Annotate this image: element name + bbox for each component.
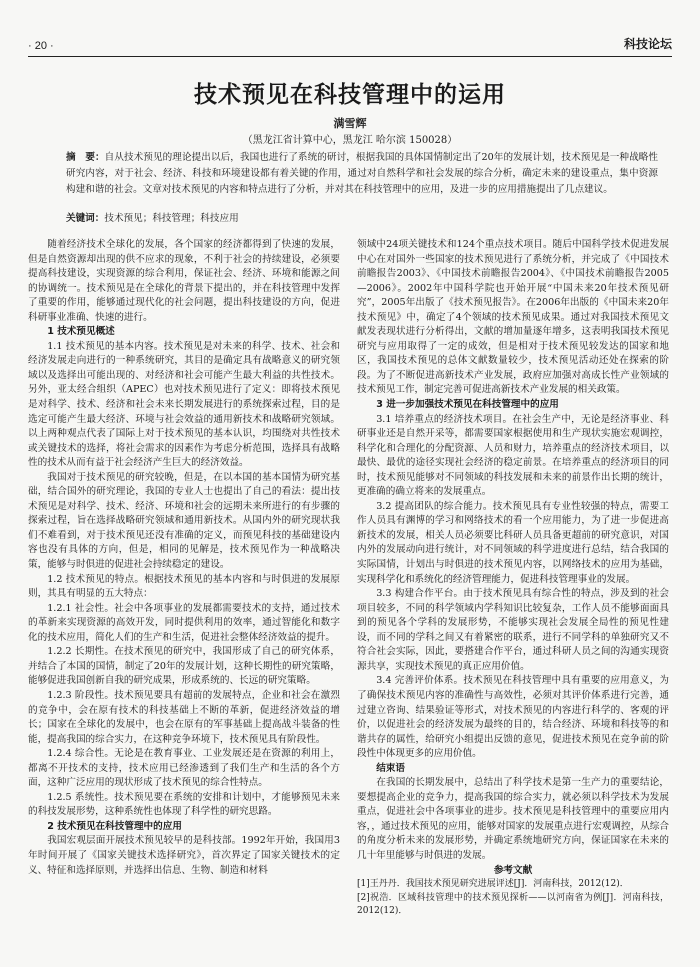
body-paragraph: 我国对于技术预见的研究较晚，但是，在以本国的基本国情为研究基础，结合国外的研究理论，我国的专业人士也提出了自己的看法：提出技术预见是对科学、技术、经济、环境和社会的远期未来所进行的有步骤的探索过程，旨在选择战略研究领域和通用新技术。从国内外的研究现状我们不难看到，对于技术预见还没有准确的定义，而预见科技的基础建设内容也没有具体的方向，但是，相同的见解是，技术预见作为一种战略决策，能够与时俱进的促进社会持续稳定的建设。 — [28, 471, 340, 571]
section-heading: 3 进一步加强技术预见在科技管理中的应用 — [376, 399, 559, 411]
body-paragraph: 在我国的长期发展中，总结出了科学技术是第一生产力的重要结论，要想提高企业的竞争力，提高我国的综合实力，就必须以科学技术为发展重点，促进社会中各项事业的进步。技术预见是科技管理中的重要应用内容，，通过技术预见的应用，能够对国家的发展重点进行宏观调控，从综合的角度分析未来的发展形势，并确定系统地研究方向，保证国家在未来的几十年里能够与时俱进的发展。 — [357, 777, 669, 861]
body-paragraph: 3.4 完善评价体系。技术预见在科技管理中具有重要的应用意义，为了确保技术预见内容的准确性与高效性，必须对其评价体系进行完善，通过建立咨询、结果验证等形式，对技术预见的内容进行科学的、客观的评价，以促进社会的经济发展为最终的目的，结合经济、环境和科技等的和谐共存的属性，给研究小组提出反馈的意见，促进技术预见在竞争前的阶段性中体现更多的应用价值。 — [357, 675, 669, 760]
body-paragraph: 1.2.5 系统性。技术预见要在系统的安排和计划中，才能够预见未来的科技发展形势，这种系统性也体现了科学性的研究思路。 — [28, 791, 340, 818]
left-column — [28, 238, 340, 878]
body-paragraph: 1.2.1 社会性。社会中各项事业的发展都需要技术的支持，通过技术的革新来实现资源的高效开发，同时提供利用的效率，通过智能化和数字化的技术应用，简化人们的生产和生活，促进社会整体经济效益的提升。 — [28, 602, 340, 643]
body-paragraph: 1.2.2 长期性。在技术预见的研究中，我国形成了自己的研究体系，并结合了本国的国情，制定了20年的发展计划，这种长期性的研究策略，能够促进我国创新自我的研究成果，形成系统的、长远的研究策略。 — [28, 646, 340, 687]
body-paragraph: 3.2 提高团队的综合能力。技术预见具有专业性较强的特点，需要工作人员具有渊博的学习和网络技术的看一个应用能力，为了进一步促进高新技术的发展，相关人员必须要比科研人员具备更超前的研究意识，对国内外的发展动向进行统计，对不同领域的科学进度进行总结，结合我国的实际国情，计划出与时俱进的技术预见内容，以网络技术的应用为基础，实现科学化和系统化的经济管理能力，促进科技管理事业的发展。 — [357, 500, 669, 585]
right-column — [357, 238, 669, 919]
keywords-label: 关键词： — [66, 213, 105, 224]
abstract — [66, 150, 658, 198]
body-paragraph: 随着经济技术全球化的发展，各个国家的经济都得到了快速的发展，但是自然资源却出现的供不应求的现象，不利于社会的持续建设，必须要提高科技建设，实现资源的综合利用，保证社会、经济、环境和能源之间的协调统一。技术预见是在全球化的背景下提出的，并在科技管理中发挥了重要的作用，能够通过现代化的社会问题，提出科技建设的方向，促进科研事业准确、快速的进行。 — [28, 239, 340, 323]
body-paragraph: 3.3 构建合作平台。由于技术预见具有综合性的特点，涉及到的社会项目较多，不同的科学领域内学科知识比较复杂，工作人员不能够面面具到的预见各个学科的发展形势，不能够实现社会发展全局性的预见性建设，而不同的学科之间又有着紧密的联系，进行不同学科的单独研究又不符合社会实际，因此，要搭建合作平台，通过科研人员之间的沟通实现资源共享，实现技术预见的真正应用价值。 — [357, 588, 669, 672]
author-affiliation: （黑龙江省计算中心，黑龙江 哈尔滨 150028） — [242, 135, 458, 146]
section-heading: 结束语 — [376, 762, 405, 774]
author-name: 满雪辉 — [333, 117, 367, 130]
section-heading: 参考文献 — [493, 864, 533, 876]
section-heading: 1 技术预见概述 — [47, 326, 115, 338]
section-heading: 2 技术预见在科技管理中的应用 — [47, 820, 182, 832]
body-paragraph: 1.2.4 综合性。无论是在教育事业、工业发展还是在资源的利用上，都离不开技术的支持，技术应用已经渗透到了我们生产和生活的各个方面，这种广泛应用的现状形成了技术预见的综合性特点。 — [28, 748, 340, 789]
body-paragraph: 领域中24项关键技术和124个重点技术项目。随后中国科学技术促进发展中心在对国外一些国家的技术预见进行了系统分析，并完成了《中国技术前瞻报告2003》、《中国技术前瞻报告2004》、《中国技术前瞻报告2005—2006》。2002年中国科学院也开始开展“中国未来20年技术预见研究”，2005年出版了《技术预见报告》。在2006年出版的《中国未来20年技术预见》中，确定了4个领域的技术预见成果。通过对我国技术预见文献发表现状进行分析得出，文献的增加量逐年增多，这表明我国技术预见研究与应用取得了一定的成效，但是相对于技术预见较发达的国家和地区，我国技术预见的总体文献数量较少，技术预见活动还处在探索的阶段。为了不断促进高新技术产业发展，政府应加强对高成长性产业领域的技术预见工作，制定完善可促进高新技术产业发展的相关政策。 — [357, 239, 669, 396]
abstract-text: 自从技术预见的理论提出以后，我国也进行了系统的研讨，根据我国的具体国情制定出了20年的发展计划，技术预见是一种战略性研究内容，对于社会、经济、科技和环境建设都有着关键的作用，通过对自然科学和社会发展的综合分析，确定未来的建设重点，集中资源构建和谐的社会。文章对技术预见的内容和特点进行了分析，并对其在科技管理中的应用，及进一步的应用措施提出了几点建议。 — [66, 152, 658, 195]
body-paragraph: 1.1 技术预见的基本内容。技术预见是对未来的科学、技术、社会和经济发展走向进行的一种系统研究，其目的是确定具有战略意义的研究领域以及选择出可能出现的、对经济和社会可能产生最大利益的共性技术。另外，亚太经合组织（APEC）也对技术预见进行了定义：即将技术预见是对科学、技术、经济和社会未来长期发展进行的系统探索过程，目的是选定可能产生最大经济、环境与社会效益的通用新技术和战略研究领域。以上两种观点代表了国际上对于技术预见的基本认识，均围绕对共性技术或关键技术的选择，将社会需求的因素作为考虑分析范围，选择具有战略性的技术从而有益于社会经济产生巨大的经济效益。 — [28, 340, 340, 469]
body-paragraph: 1.2 技术预见的特点。根据技术预见的基本内容和与时俱进的发展原则，其具有明显的五大特点： — [28, 573, 340, 600]
body-paragraph: 我国宏观层面开展技术预见较早的是科技部。1992年开始，我国用3年时间开展了《国家关键技术选择研究》，首次界定了国家关键技术的定义、特征和选择原则，并选择出信息、生物、制造和材料 — [28, 835, 340, 876]
abstract-label: 摘 要： — [66, 152, 105, 163]
body-paragraph: 1.2.3 阶段性。技术预见要具有超前的发展特点，企业和社会在激烈的竞争中，会在原有技术的科技基础上不断的革新，促进经济效益的增长；国家在全球化的发展中，也会在原有的军事基础上提高战斗装备的性能，提高我国的综合实力，在这种竞争环境下，技术预见具有阶段性。 — [28, 689, 340, 745]
reference-item: [1]王丹丹．我国技术预见研究进展评述[J]．河南科技，2012(12)． — [357, 879, 629, 890]
keywords-text: 技术预见；科技管理；科技应用 — [104, 213, 239, 224]
page-number: · 20 · — [28, 40, 54, 52]
article-title: 技术预见在科技管理中的运用 — [194, 82, 506, 108]
keywords — [66, 210, 658, 224]
running-header — [28, 30, 672, 57]
reference-item: [2]祝浩．区域科技管理中的技术预见探析——以河南省为例[J]．河南科技，2012(12)． — [357, 892, 669, 917]
body-paragraph: 3.1 培养重点的经济技术项目。在社会生产中，无论是经济事业、科研事业还是自然开采等，都需要国家根据使用和生产现状实施宏观调控，科学化和合理化的分配资源、人员和财力，培养重点的经济技术项目，以最快、最优的途径实现社会经济的稳定前景。在培养重点的经济项目的同时，技术预见能够对不同领域的科技发展和未来的前景作出长期的统计，更准确的确立将来的发展重点。 — [357, 413, 669, 498]
journal-name: 科技论坛 — [623, 37, 672, 51]
